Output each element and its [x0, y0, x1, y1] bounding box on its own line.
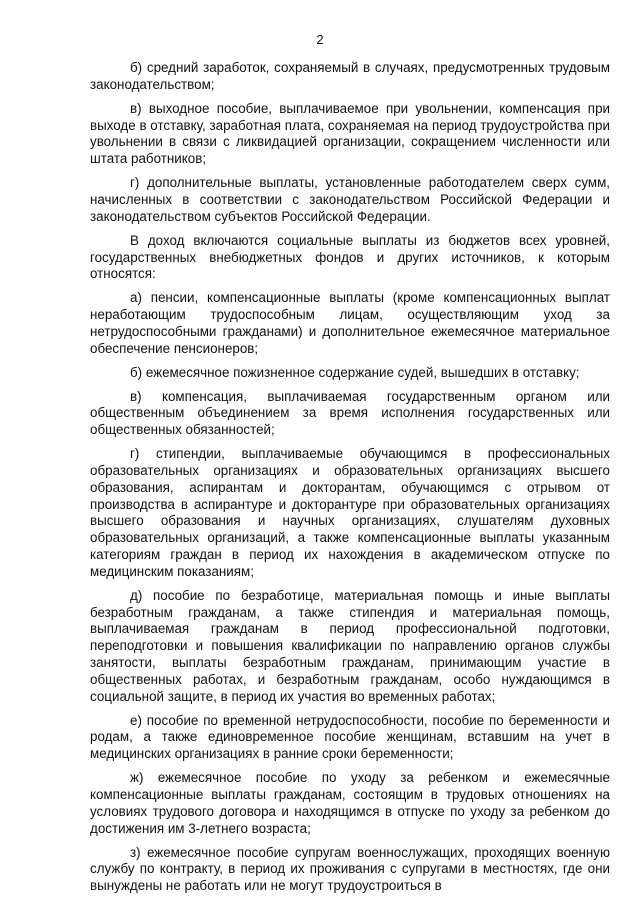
paragraph-b-average-earnings: б) средний заработок, сохраняемый в случаях, предусмотренных трудовым законодательством; — [90, 60, 610, 92]
paragraph-b-judges-allowance: б) ежемесячное пожизненное содержание судей, вышедших в отставку; — [130, 364, 580, 380]
paragraph-v-compensation: в) компенсация, выплачиваемая государственным органом или общественным объединением за время исполнения государственных или общественных обязанностей; — [90, 388, 610, 438]
paragraph-a-pensions: а) пенсии, компенсационные выплаты (кроме компенсационных выплат неработающим трудоспособным лицам, осуществляющим уход за нетрудоспособными гражданами) и дополнительное ежемесячное материальное обеспечение пенсионеров; — [90, 290, 610, 356]
paragraph-z-military-spouses: з) ежемесячное пособие супругам военнослужащих, проходящих военную службу по контракту, в период их проживания с супругами в местностях, где они вынуждены не работать или не могут трудоустроиться в — [90, 844, 610, 894]
paragraph-g-additional-payments: г) дополнительные выплаты, установленные работодателем сверх сумм, начисленных в соответствии с законодательством Российской Федерации и законодательством субъектов Российской Федерации. — [90, 175, 610, 224]
paragraph-social-payments-intro: В доход включаются социальные выплаты из бюджетов всех уровней, государственных внебюджетных фондов и других источников, к которым относятся: — [90, 232, 610, 282]
paragraph-v-severance-pay: в) выходное пособие, выплачиваемое при увольнении, компенсация при выходе в отставку, заработная плата, сохраняемая на период трудоустройства при увольнении в связи с ликвидацией организации, сокращением численности или штата работников; — [90, 100, 610, 167]
paragraph-g-stipends: г) стипендии, выплачиваемые обучающимся в профессиональных образовательных организациях и образовательных организациях высшего образования, аспирантам и докторантам, обучающимся с отрывом от производства в аспирантуре и докторантуре при образовательных организациях высшего образования и научных организациях, слушателям духовных образовательных организаций, а также компенсационные выплаты указанным категориям граждан в период их нахождения в академическом отпуске по медицинским показаниям; — [90, 446, 610, 579]
paragraph-d-unemployment-benefit: д) пособие по безработице, материальная помощь и иные выплаты безработным гражданам, а также стипендия и материальная помощь, выплачиваемая гражданам в период профессиональной подготовки, переподготовки и повышения квалификации по направлению органов службы занятости, выплаты безработным гражданам, принимающим участие в общественных работах, и безработным гражданам, особо нуждающимся в социальной защите, в период их участия во временных работах; — [90, 587, 610, 704]
paragraph-zh-childcare-allowance: ж) ежемесячное пособие по уходу за ребенком и ежемесячные компенсационные выплаты гражданам, состоящим в трудовых отношениях на условиях трудового договора и находящимся в отпуске по уходу за ребенком до достижения им 3-летнего возраста; — [90, 770, 610, 836]
page-number: 2 — [316, 32, 324, 47]
paragraph-e-sickness-maternity: е) пособие по временной нетрудоспособности, пособие по беременности и родам, а также единовременное пособие женщинам, вставшим на учет в медицинских организациях в ранние сроки беременности; — [90, 712, 610, 762]
document-body — [90, 60, 610, 902]
